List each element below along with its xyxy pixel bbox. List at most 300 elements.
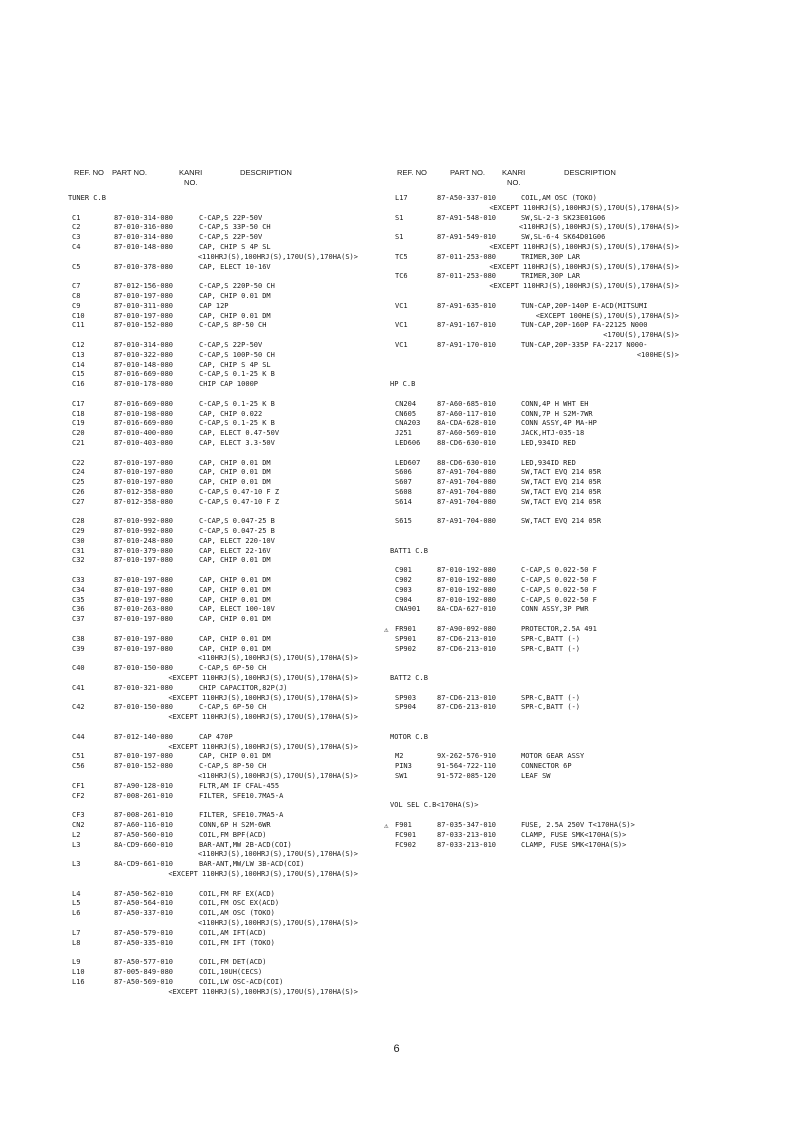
header-desc: DESCRIPTION — [240, 168, 292, 177]
description: PROTECTOR,2.5A 491 — [521, 625, 597, 634]
ref-no: C30 — [72, 536, 85, 545]
header-desc: DESCRIPTION — [564, 168, 616, 177]
description: CONN ASSY,4P MA-HP — [521, 419, 597, 428]
part-row — [68, 596, 368, 606]
part-no: 87-010-152-080 — [114, 321, 174, 330]
part-no: 87-010-378-080 — [114, 262, 174, 271]
ref-no: C14 — [72, 360, 85, 369]
part-no: 87-CD6-213-010 — [437, 634, 497, 643]
description: C-CAP,S 8P-50 CH — [199, 321, 267, 330]
part-no: 87-010-197-080 — [114, 556, 174, 565]
part-no: 87-010-197-080 — [114, 644, 174, 653]
ref-no: TC6 — [395, 272, 408, 281]
section-title: BATT2 C.B — [390, 674, 428, 683]
header-part: PART NO. — [112, 168, 148, 177]
description: CAP, CHIP 0.01 DM — [199, 478, 271, 487]
part-no: 87-010-314-080 — [114, 340, 174, 349]
model-note: <110HRJ(S),100HRJ(S),170U(S),170HA(S)> — [197, 772, 358, 781]
row-spacer — [390, 664, 690, 674]
ref-no: C26 — [72, 487, 85, 496]
row-spacer — [390, 782, 690, 792]
part-no: 87-010-314-080 — [114, 233, 174, 242]
part-row — [68, 429, 368, 439]
description: C-CAP,S 0.022-50 F — [521, 595, 597, 604]
part-no: 88-CD6-630-010 — [437, 438, 497, 447]
part-no: 9X-262-576-910 — [437, 752, 497, 761]
ref-no: L10 — [72, 967, 85, 976]
part-row — [68, 841, 368, 851]
part-row — [68, 233, 368, 243]
description: CONN,6P H S2M-6WR — [199, 821, 271, 829]
header-ref: REF. NO — [74, 168, 104, 177]
description: C-CAP,S 0.022-50 F — [521, 585, 597, 594]
part-no: 87-010-150-080 — [114, 703, 174, 712]
ref-no: S615 — [395, 517, 412, 526]
part-no: 87-010-197-080 — [114, 458, 174, 467]
description: C-CAP,S 0.022-50 F — [521, 566, 597, 575]
ref-no: C903 — [395, 585, 412, 594]
part-row — [68, 459, 368, 469]
description: C-CAP,S 0.1-25 K B — [199, 419, 275, 428]
description: CAP, ELECT 22-16V — [199, 546, 271, 555]
model-note-row — [68, 743, 368, 753]
part-row — [68, 605, 368, 615]
part-no: 87-010-379-080 — [114, 546, 174, 555]
header-kanri: KANRI — [179, 168, 203, 177]
part-row — [68, 556, 368, 566]
part-no: 87-010-197-080 — [114, 595, 174, 604]
ref-no: CN204 — [395, 399, 417, 408]
part-row — [68, 468, 368, 478]
ref-no: S606 — [395, 468, 412, 477]
part-row — [390, 194, 690, 204]
part-row — [68, 292, 368, 302]
description: C-CAP,S 8P-50 CH — [199, 762, 267, 771]
part-no: 87-010-192-080 — [437, 595, 497, 604]
part-row — [68, 664, 368, 674]
ref-no: C33 — [72, 576, 85, 585]
model-note: <EXCEPT 110HRJ(S),100HRJ(S),170U(S),170HA(S)> — [489, 242, 679, 251]
ref-no: C7 — [72, 282, 81, 291]
part-row — [68, 733, 368, 743]
part-no: 87-A60-117-010 — [437, 409, 497, 418]
description: FUSE, 2.5A 250V T<170HA(S)> — [521, 821, 635, 829]
description: SPR-C,BATT (-) — [521, 703, 581, 712]
part-row — [68, 968, 368, 978]
ref-no: VC1 — [395, 321, 408, 330]
description: CAP, CHIP 0.01 DM — [199, 576, 271, 585]
description: SW,SL-2-3 SK23E01G06 — [521, 213, 606, 222]
header-part: PART NO. — [450, 168, 486, 177]
part-no: 87-005-849-080 — [114, 967, 174, 976]
row-spacer — [390, 508, 690, 518]
row-spacer — [390, 743, 690, 753]
description: C-CAP,S 22P-50V — [199, 213, 263, 222]
part-row — [390, 605, 690, 615]
part-row — [68, 978, 368, 988]
description: CAP, CHIP 0.01 DM — [199, 615, 271, 624]
part-row — [68, 478, 368, 488]
part-no: 91-564-722-110 — [437, 762, 497, 771]
ref-no: LED606 — [395, 438, 421, 447]
part-no: 87-033-213-010 — [437, 840, 497, 849]
part-row — [68, 243, 368, 253]
part-no: 87-010-197-080 — [114, 478, 174, 487]
row-spacer — [68, 625, 368, 635]
part-row — [68, 645, 368, 655]
ref-no: VC1 — [395, 340, 408, 349]
description: C-CAP,S 33P-50 CH — [199, 223, 271, 232]
part-no: 87-016-669-080 — [114, 419, 174, 428]
ref-no: C29 — [72, 527, 85, 536]
part-row — [390, 772, 690, 782]
part-no: 87-A91-704-080 — [437, 478, 497, 487]
ref-no: F901 — [395, 821, 412, 829]
ref-no: C51 — [72, 752, 85, 761]
part-row — [68, 890, 368, 900]
ref-no: SP904 — [395, 703, 417, 712]
description: FLTR,AM IF CFAL-455 — [199, 781, 280, 790]
part-row — [68, 615, 368, 625]
model-note-row — [390, 223, 690, 233]
ref-no: SW1 — [395, 772, 408, 781]
description: COIL,AM OSC (TOKO) — [199, 909, 275, 918]
part-row — [68, 282, 368, 292]
part-no: 87-010-197-080 — [114, 752, 174, 761]
row-spacer — [390, 723, 690, 733]
part-no: 87-010-248-080 — [114, 536, 174, 545]
description: C-CAP,S 220P-50 CH — [199, 282, 275, 291]
ref-no: C37 — [72, 615, 85, 624]
ref-no: C41 — [72, 683, 85, 692]
model-note-row — [390, 263, 690, 273]
part-row — [68, 498, 368, 508]
part-no: 87-010-400-080 — [114, 429, 174, 438]
part-row — [68, 537, 368, 547]
row-spacer — [390, 684, 690, 694]
part-row — [68, 752, 368, 762]
part-row — [68, 576, 368, 586]
part-row — [390, 566, 690, 576]
part-row — [68, 351, 368, 361]
parts-list-left — [68, 194, 368, 997]
row-spacer — [390, 292, 690, 302]
ref-no: C9 — [72, 301, 81, 310]
ref-no: C20 — [72, 429, 85, 438]
ref-no: L5 — [72, 899, 81, 908]
ref-no: S1 — [395, 213, 404, 222]
part-no: 8A-CDA-627-010 — [437, 605, 497, 614]
ref-no: C42 — [72, 703, 85, 712]
ref-no: C39 — [72, 644, 85, 653]
ref-no: C8 — [72, 291, 81, 300]
ref-no: C18 — [72, 409, 85, 418]
description: C-CAP,S 22P-50V — [199, 233, 263, 242]
part-no: 87-010-197-080 — [114, 468, 174, 477]
description: CAP, CHIP 0.01 DM — [199, 291, 271, 300]
part-no: 87-010-152-080 — [114, 762, 174, 771]
description: C-CAP,S 22P-50V — [199, 340, 263, 349]
part-row — [68, 939, 368, 949]
part-row — [390, 439, 690, 449]
model-note-row — [390, 243, 690, 253]
part-row — [390, 645, 690, 655]
part-no: 87-010-311-080 — [114, 301, 174, 310]
part-row — [68, 586, 368, 596]
row-spacer — [390, 713, 690, 723]
description: CHIP CAPACITOR,82P(J) — [199, 683, 288, 692]
description: BAR-ANT,MW 2B-ACD(COI) — [199, 840, 292, 849]
model-note: <170U(S),170HA(S)> — [603, 331, 679, 340]
description: CAP, CHIP 0.01 DM — [199, 585, 271, 594]
part-row — [68, 792, 368, 802]
part-row — [68, 635, 368, 645]
description: LEAF SW — [521, 772, 551, 781]
part-no: 87-A50-579-010 — [114, 928, 174, 937]
description: MOTOR GEAR ASSY — [521, 752, 585, 761]
description: COIL,10UH(CECS) — [199, 967, 263, 976]
ref-no: C10 — [72, 311, 85, 320]
part-row — [390, 253, 690, 263]
part-no: 87-A91-548-010 — [437, 213, 497, 222]
ref-no: C2 — [72, 223, 81, 232]
description: CAP, CHIP 0.022 — [199, 409, 263, 418]
ref-no: C38 — [72, 634, 85, 643]
description: COIL,FM RF EX(ACD) — [199, 889, 275, 898]
description: FILTER, SFE10.7MA5-A — [199, 811, 284, 820]
ref-no: C5 — [72, 262, 81, 271]
row-spacer — [68, 801, 368, 811]
description: CAP, ELECT 220-10V — [199, 536, 275, 545]
part-row — [68, 811, 368, 821]
description: C-CAP,S 0.1-25 K B — [199, 399, 275, 408]
description: CAP, CHIP 0.01 DM — [199, 556, 271, 565]
row-spacer — [390, 537, 690, 547]
part-row — [390, 341, 690, 351]
part-no: 87-CD6-213-010 — [437, 703, 497, 712]
part-no: 87-A50-337-010 — [437, 194, 497, 202]
description: JACK,HTJ-035-18 — [521, 429, 585, 438]
section-title: BATT1 C.B — [390, 546, 428, 555]
row-spacer — [390, 527, 690, 537]
description: SPR-C,BATT (-) — [521, 693, 581, 702]
ref-no: SP901 — [395, 634, 417, 643]
part-no: 87-A91-635-010 — [437, 301, 497, 310]
part-no: 87-016-669-080 — [114, 399, 174, 408]
description: LED,934ID RED — [521, 458, 576, 467]
ref-no: C16 — [72, 380, 85, 389]
safety-warning-icon: ⚠ — [384, 821, 389, 830]
ref-no: C24 — [72, 468, 85, 477]
part-row — [68, 782, 368, 792]
description: CAP, CHIP 0.01 DM — [199, 595, 271, 604]
model-note-row — [68, 850, 368, 860]
row-spacer — [390, 811, 690, 821]
description: CAP, CHIP 0.01 DM — [199, 458, 271, 467]
ref-no: C44 — [72, 732, 85, 741]
part-no: 87-A50-562-010 — [114, 889, 174, 898]
description: CAP, CHIP 0.01 DM — [199, 634, 271, 643]
description: CAP, CHIP S 4P SL — [199, 242, 271, 251]
description: CAP, CHIP 0.01 DM — [199, 752, 271, 761]
description: SW,SL-6-4 SK64D01G06 — [521, 233, 606, 242]
part-no: 87-010-198-080 — [114, 409, 174, 418]
part-no: 87-A50-569-010 — [114, 977, 174, 986]
part-no: 87-010-148-080 — [114, 242, 174, 251]
part-no: 87-016-669-080 — [114, 370, 174, 379]
ref-no: C901 — [395, 566, 412, 575]
part-row — [390, 576, 690, 586]
description: CAP, ELECT 3.3-50V — [199, 438, 275, 447]
part-row — [390, 841, 690, 851]
part-no: 87-010-150-080 — [114, 664, 174, 673]
part-no: 87-010-178-080 — [114, 380, 174, 389]
ref-no: FC902 — [395, 840, 417, 849]
parts-list-right — [384, 194, 690, 850]
part-row — [68, 762, 368, 772]
model-note-row — [68, 988, 368, 998]
part-no: 87-010-992-080 — [114, 517, 174, 526]
ref-no: C27 — [72, 497, 85, 506]
description: COIL,AM OSC (TOKO) — [521, 194, 597, 202]
part-no: 87-010-192-080 — [437, 566, 497, 575]
ref-no: C25 — [72, 478, 85, 487]
row-spacer — [68, 449, 368, 459]
row-spacer — [390, 654, 690, 664]
part-no: 87-010-197-080 — [114, 311, 174, 320]
part-row — [390, 459, 690, 469]
part-no: 87-011-253-080 — [437, 252, 497, 261]
description: C-CAP,S 100P-50 CH — [199, 350, 275, 359]
ref-no: C19 — [72, 419, 85, 428]
ref-no: C35 — [72, 595, 85, 604]
ref-no: L3 — [72, 860, 81, 869]
row-spacer — [390, 390, 690, 400]
model-note: <110HRJ(S),100HRJ(S),170U(S),170HA(S)> — [197, 252, 358, 261]
description: C-CAP,S 0.022-50 F — [521, 576, 597, 585]
part-row — [68, 547, 368, 557]
model-note-row — [390, 351, 690, 361]
part-row — [68, 684, 368, 694]
part-no: 87-A50-577-010 — [114, 958, 174, 967]
part-no: 87-011-253-080 — [437, 272, 497, 281]
part-row — [68, 321, 368, 331]
part-row — [390, 321, 690, 331]
ref-no: C12 — [72, 340, 85, 349]
ref-no: L8 — [72, 938, 81, 947]
ref-no: C56 — [72, 762, 85, 771]
part-no: 87-008-261-010 — [114, 811, 174, 820]
part-row — [68, 517, 368, 527]
part-no: 87-010-197-080 — [114, 291, 174, 300]
header-kanri-no: NO. — [184, 178, 198, 187]
part-no: 87-010-192-080 — [437, 585, 497, 594]
part-row — [384, 821, 690, 831]
ref-no: C31 — [72, 546, 85, 555]
header-kanri: KANRI — [502, 168, 526, 177]
part-no: 87-A91-704-080 — [437, 517, 497, 526]
part-row — [68, 439, 368, 449]
model-note: <EXCEPT 110HRJ(S),100HRJ(S),170U(S),170HA(S)> — [489, 262, 679, 271]
ref-no: C904 — [395, 595, 412, 604]
ref-no: L3 — [72, 840, 81, 849]
ref-no: J251 — [395, 429, 412, 438]
row-spacer — [68, 204, 368, 214]
row-spacer — [390, 792, 690, 802]
ref-no: S607 — [395, 478, 412, 487]
description: SPR-C,BATT (-) — [521, 644, 581, 653]
row-spacer — [68, 723, 368, 733]
part-row — [390, 488, 690, 498]
part-row — [68, 821, 368, 831]
model-note: <110HRJ(S),100HRJ(S),170U(S),170HA(S)> — [518, 223, 679, 232]
ref-no: CF2 — [72, 791, 85, 800]
row-spacer — [68, 948, 368, 958]
part-no: 87-010-197-080 — [114, 615, 174, 624]
ref-no: C13 — [72, 350, 85, 359]
part-no: 87-A91-549-010 — [437, 233, 497, 242]
description: COIL,FM OSC EX(ACD) — [199, 899, 280, 908]
row-spacer — [68, 331, 368, 341]
description: TRIMER,30P LAR — [521, 272, 581, 281]
part-no: 87-010-403-080 — [114, 438, 174, 447]
description: CONN ASSY,3P PWR — [521, 605, 589, 614]
ref-no: C4 — [72, 242, 81, 251]
part-no: 87-012-140-080 — [114, 732, 174, 741]
ref-no: C11 — [72, 321, 85, 330]
part-row — [68, 302, 368, 312]
part-row — [68, 380, 368, 390]
ref-no: C22 — [72, 458, 85, 467]
model-note: <EXCEPT 110HRJ(S),100HRJ(S),170U(S),170HA(S)> — [168, 693, 358, 702]
part-no: 87-010-314-080 — [114, 213, 174, 222]
description: C-CAP,S 6P-50 CH — [199, 703, 267, 712]
ref-no: S1 — [395, 233, 404, 242]
ref-no: C3 — [72, 233, 81, 242]
model-note-row — [390, 331, 690, 341]
ref-no: LED607 — [395, 458, 421, 467]
description: TUN-CAP,20P-335P FA-2217 N000- — [521, 340, 648, 349]
part-no: 87-A90-128-010 — [114, 781, 174, 790]
description: CONNECTOR 6P — [521, 762, 572, 771]
part-row — [384, 625, 690, 635]
model-note: <110HRJ(S),100HRJ(S),170U(S),170HA(S)> — [197, 654, 358, 663]
part-row — [68, 223, 368, 233]
description: TUN-CAP,20P-140P E-ACD(MITSUMI — [521, 301, 648, 310]
ref-no: L7 — [72, 928, 81, 937]
description: CLAMP, FUSE SMK<170HA(S)> — [521, 830, 627, 839]
description: LED,934ID RED — [521, 438, 576, 447]
part-no: 87-008-261-010 — [114, 791, 174, 800]
part-no: 87-010-197-080 — [114, 585, 174, 594]
model-note: <EXCEPT 110HRJ(S),100HRJ(S),170U(S),170HA(S)> — [168, 713, 358, 722]
ref-no: C15 — [72, 370, 85, 379]
model-note-row — [390, 282, 690, 292]
part-row — [68, 909, 368, 919]
ref-no: TC5 — [395, 252, 408, 261]
row-spacer — [68, 880, 368, 890]
model-note: <EXCEPT 110HRJ(S),100HRJ(S),170U(S),170HA(S)> — [168, 742, 358, 751]
part-row — [68, 488, 368, 498]
part-row — [68, 400, 368, 410]
ref-no: L2 — [72, 830, 81, 839]
part-row — [390, 596, 690, 606]
part-row — [68, 419, 368, 429]
part-row — [390, 478, 690, 488]
ref-no: C32 — [72, 556, 85, 565]
model-note-row — [68, 654, 368, 664]
part-row — [68, 312, 368, 322]
